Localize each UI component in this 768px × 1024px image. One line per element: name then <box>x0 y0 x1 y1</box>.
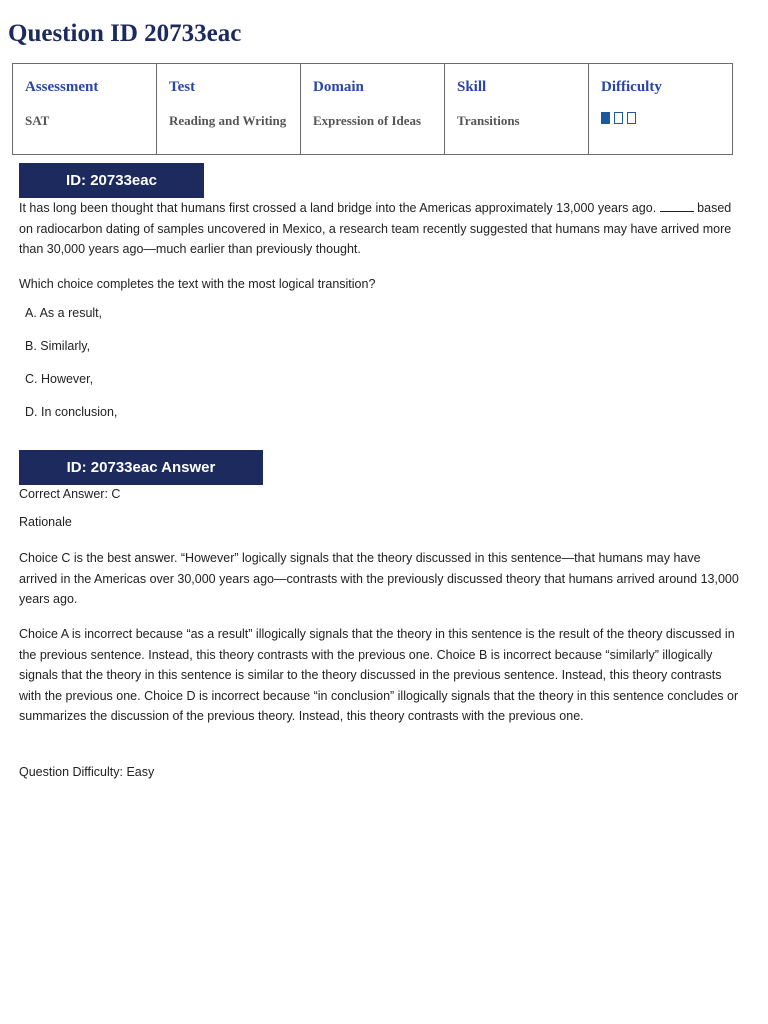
difficulty-indicator <box>601 112 720 124</box>
meta-value-domain: Expression of Ideas <box>313 113 422 128</box>
answer-choice-c[interactable]: C. However, <box>25 372 94 386</box>
answer-choice-b[interactable]: B. Similarly, <box>25 339 91 353</box>
rationale-heading: Rationale <box>19 515 72 529</box>
meta-header-test: Test <box>169 79 196 95</box>
meta-value-skill: Transitions <box>457 113 520 128</box>
answer-choice-d[interactable]: D. In conclusion, <box>25 405 118 419</box>
question-difficulty: Question Difficulty: Easy <box>19 765 155 779</box>
passage-blank <box>660 200 694 212</box>
answer-id-banner: ID: 20733eac Answer <box>19 450 263 485</box>
meta-value-test: Reading and Writing <box>169 113 287 128</box>
difficulty-bar-filled <box>601 112 610 124</box>
meta-header-skill: Skill <box>457 79 487 95</box>
meta-cell-assessment <box>13 64 157 155</box>
difficulty-bar-empty <box>614 112 623 124</box>
question-metadata-table <box>12 63 733 155</box>
rationale-paragraph-1: Choice C is the best answer. “However” logically signals that the theory discussed in this sentence—that humans may have arrived in the Americas over 30,000 years ago—contrasts with the previously discussed theory that humans arrived around 13,000 years ago. <box>19 551 739 606</box>
question-id-banner: ID: 20733eac <box>19 163 204 198</box>
answer-choice-a[interactable]: A. As a result, <box>25 306 103 320</box>
question-passage <box>19 198 739 260</box>
meta-cell-test <box>157 64 301 155</box>
page-title: Question ID 20733eac <box>8 20 242 47</box>
meta-cell-domain <box>301 64 445 155</box>
meta-header-difficulty: Difficulty <box>601 79 662 95</box>
correct-answer: Correct Answer: C <box>19 487 121 501</box>
passage-part-1: It has long been thought that humans first crossed a land bridge into the Americas approximately 13,000 years ago. <box>19 201 657 215</box>
rationale-paragraph-2: Choice A is incorrect because “as a result” illogically signals that the theory in this sentence is the result of the theory discussed in the previous sentence. Instead, this theory contrasts with the previous one. Choice B is incorrect because “similarly” illogically signals that the theory in this sentence is similar to the theory discussed in the previous sentence. Instead, this theory contrasts with the previous one. Choice D is incorrect because “in conclusion” illogically signals that the theory in this sentence concludes or summarizes the discussion of the previous theory. Instead, this theory contrasts with the previous one. <box>19 627 739 723</box>
passage-part-2: based on radiocarbon dating of samples uncovered in Mexico, a research team recently suggested that humans may have arrived more than 30,000 years ago—much earlier than previously thought. <box>19 201 732 256</box>
meta-cell-difficulty <box>589 64 733 155</box>
meta-header-assessment: Assessment <box>25 79 99 95</box>
difficulty-bar-empty <box>627 112 636 124</box>
meta-value-assessment: SAT <box>25 113 50 128</box>
meta-header-domain: Domain <box>313 79 364 95</box>
question-prompt: Which choice completes the text with the most logical transition? <box>19 277 376 291</box>
meta-cell-skill <box>445 64 589 155</box>
